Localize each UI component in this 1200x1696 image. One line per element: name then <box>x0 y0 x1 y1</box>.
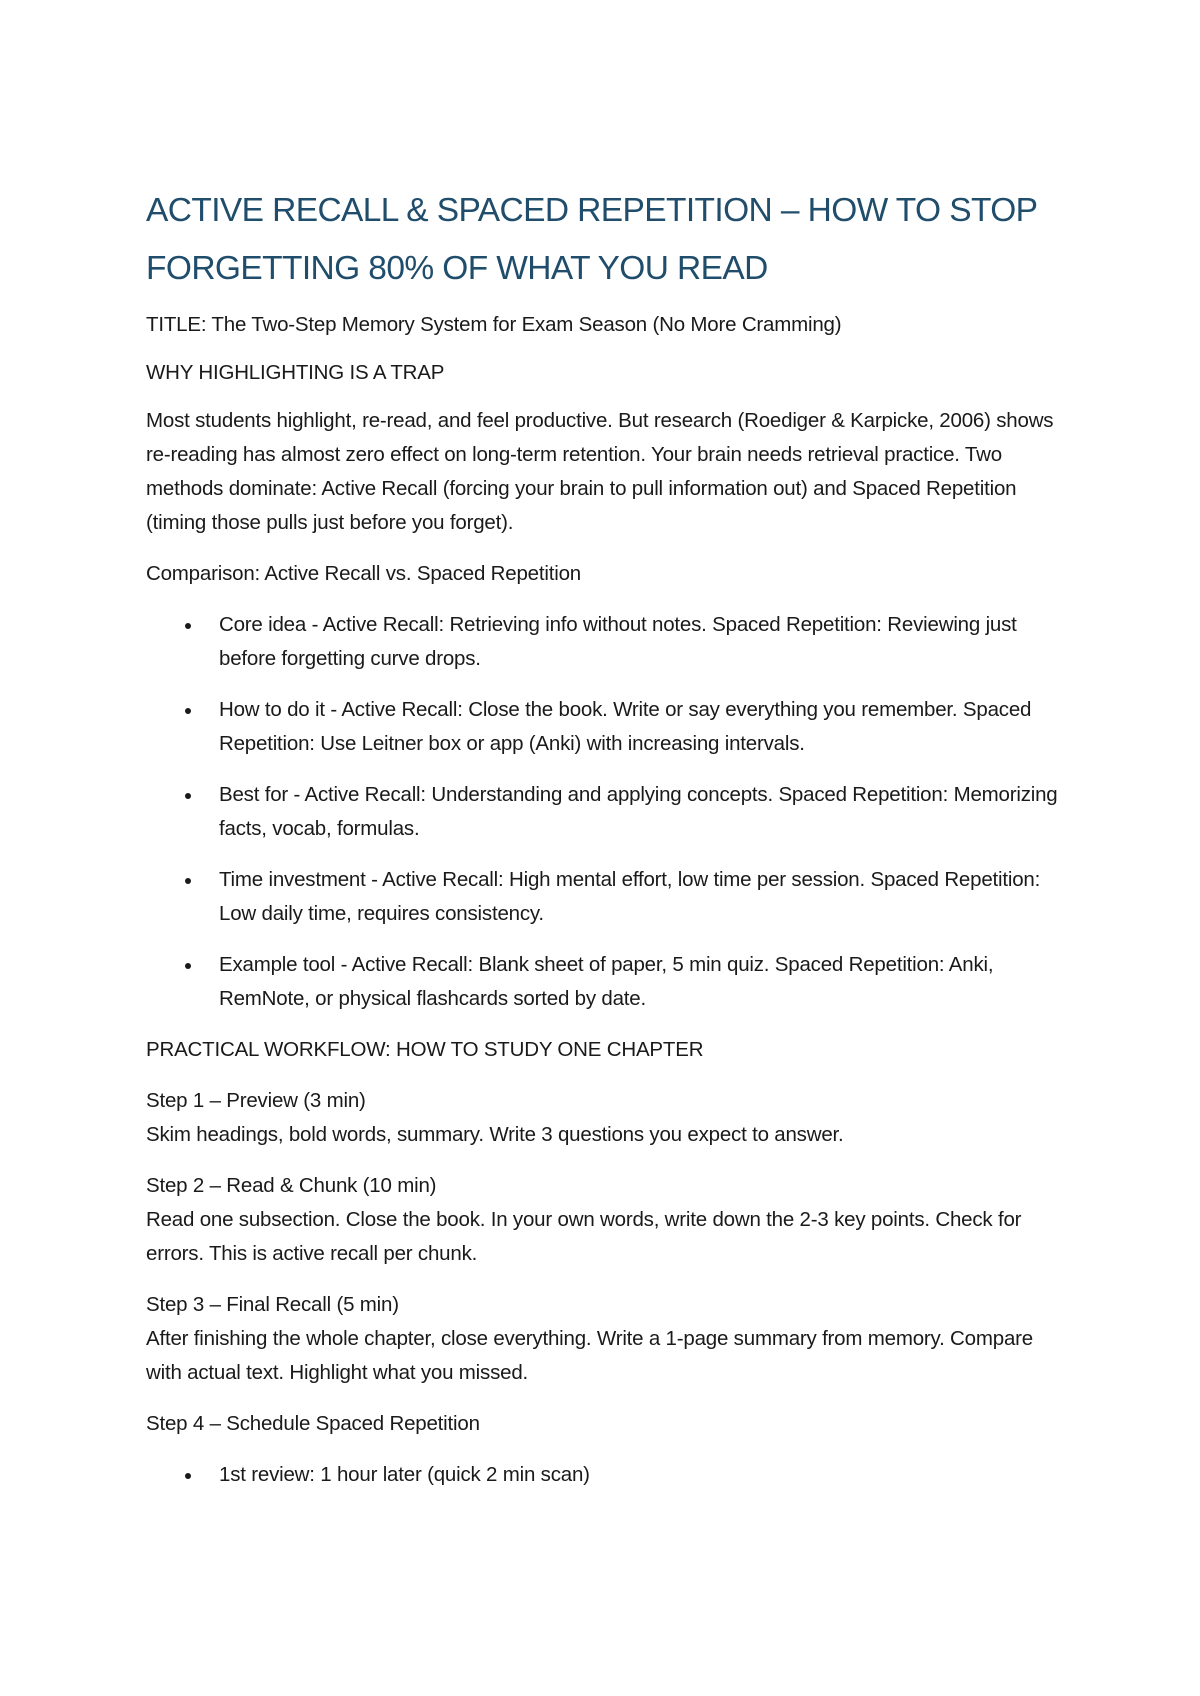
document-title: ACTIVE RECALL & SPACED REPETITION – HOW TO STOP FORGETTING 80% OF WHAT YOU READ <box>146 192 1037 287</box>
section-heading-highlighting: WHY HIGHLIGHTING IS A TRAP <box>146 361 445 384</box>
bullet-icon <box>185 708 191 714</box>
bullet-icon <box>185 1473 191 1479</box>
comparison-item <box>146 863 1066 931</box>
section-body-highlighting: Most students highlight, re-read, and feel productive. But research (Roediger & Karpicke, 2006) shows re-reading has almost zero effect on long-term retention. Your brain needs retrieval practice. Two methods dominate: Active Recall (forcing your brain to pull information out) and Spaced Repetition (timing those pulls just before you forget). <box>146 409 1054 534</box>
workflow-heading: PRACTICAL WORKFLOW: HOW TO STUDY ONE CHAPTER <box>146 1038 704 1061</box>
review-item <box>146 1458 1066 1492</box>
comparison-item <box>146 608 1066 676</box>
step-title: Step 3 – Final Recall (5 min) <box>146 1293 399 1316</box>
step4-heading: Step 4 – Schedule Spaced Repetition <box>146 1412 480 1435</box>
review-item-text: 1st review: 1 hour later (quick 2 min scan) <box>219 1463 590 1486</box>
step-body: Read one subsection. Close the book. In your own words, write down the 2-3 key points. Check for errors. This is active recall per chunk. <box>146 1208 1022 1265</box>
comparison-item <box>146 948 1066 1016</box>
comparison-item-text: Core idea - Active Recall: Retrieving info without notes. Spaced Repetition: Reviewing just before forgetting curve drops. <box>219 613 1017 670</box>
document-subtitle: TITLE: The Two-Step Memory System for Exam Season (No More Cramming) <box>146 313 842 336</box>
bullet-icon <box>185 793 191 799</box>
comparison-item-text: Best for - Active Recall: Understanding and applying concepts. Spaced Repetition: Memorizing facts, vocab, formulas. <box>219 783 1058 840</box>
step-title: Step 1 – Preview (3 min) <box>146 1089 366 1112</box>
bullet-icon <box>185 623 191 629</box>
comparison-heading: Comparison: Active Recall vs. Spaced Repetition <box>146 562 581 585</box>
bullet-icon <box>185 963 191 969</box>
workflow-step <box>146 1288 1066 1390</box>
comparison-item <box>146 778 1066 846</box>
bullet-icon <box>185 878 191 884</box>
review-schedule-list <box>146 1458 1066 1492</box>
comparison-item-text: Example tool - Active Recall: Blank sheet of paper, 5 min quiz. Spaced Repetition: Anki, RemNote, or physical flashcards sorted by date. <box>219 953 994 1010</box>
workflow-step <box>146 1084 1066 1152</box>
workflow-step <box>146 1169 1066 1271</box>
document-page <box>146 182 1066 1509</box>
step-body: Skim headings, bold words, summary. Write 3 questions you expect to answer. <box>146 1123 844 1146</box>
step-title: Step 2 – Read & Chunk (10 min) <box>146 1174 437 1197</box>
comparison-item-text: Time investment - Active Recall: High mental effort, low time per session. Spaced Repetition: Low daily time, requires consistency. <box>219 868 1041 925</box>
step-body: After finishing the whole chapter, close everything. Write a 1-page summary from memory. Compare with actual text. Highlight what you missed. <box>146 1327 1033 1384</box>
comparison-item <box>146 693 1066 761</box>
comparison-item-text: How to do it - Active Recall: Close the book. Write or say everything you remember. Spaced Repetition: Use Leitner box or app (Anki) with increasing intervals. <box>219 698 1032 755</box>
comparison-list <box>146 608 1066 1016</box>
